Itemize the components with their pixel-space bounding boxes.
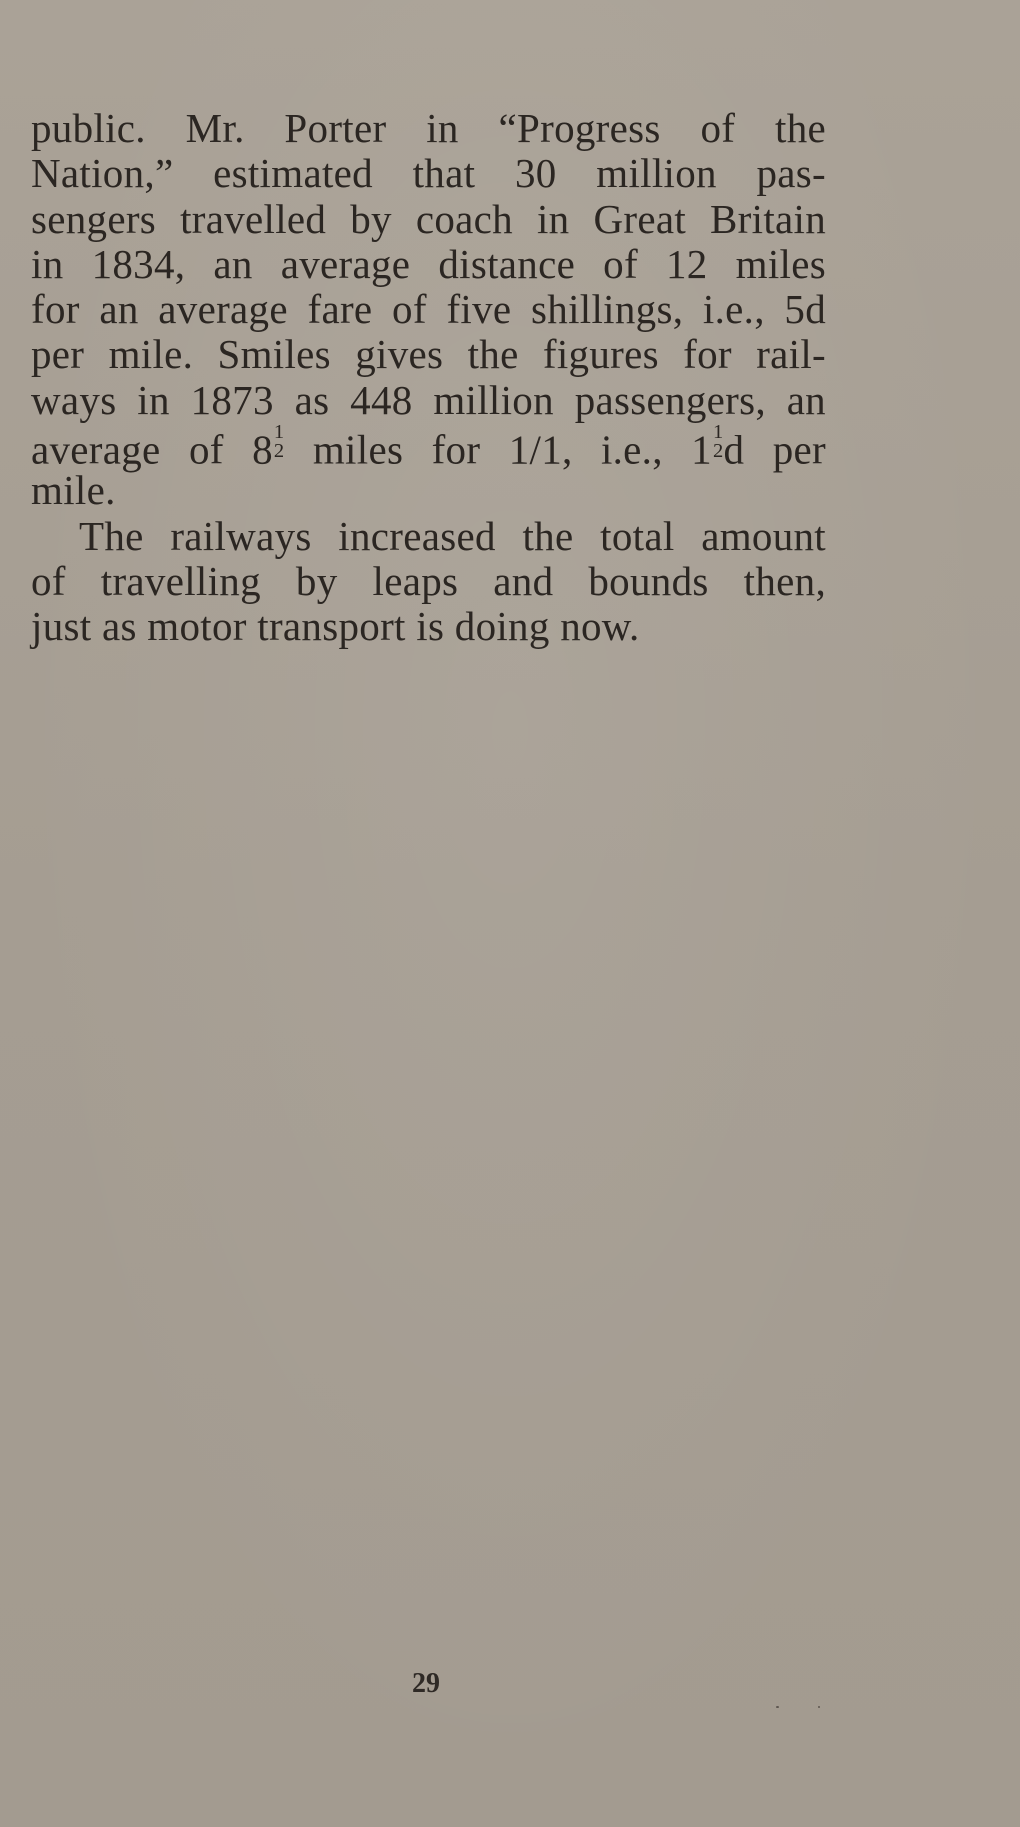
text-line: The railways increased the total amount — [79, 512, 826, 559]
fraction-half — [274, 423, 285, 460]
paper-speck — [818, 1706, 820, 1708]
paper-speck — [776, 1706, 779, 1708]
text-line: sengers travelled by coach in Great Britain — [31, 195, 826, 242]
body-text — [31, 106, 826, 650]
paragraph-1 — [31, 106, 826, 514]
text-line: in 1834, an average distance of 12 miles — [31, 240, 826, 287]
text-line-with-fractions — [31, 421, 826, 473]
text-line: mile. — [31, 467, 116, 514]
text-line: just as motor transport is doing now. — [31, 603, 640, 650]
text-line: of travelling by leaps and bounds then, — [31, 557, 826, 604]
text-line: Nation,” estimated that 30 million pas- — [31, 150, 826, 197]
paragraph-2 — [31, 514, 826, 650]
fraction-half — [713, 423, 724, 460]
page-number: 29 — [412, 1668, 440, 1699]
text-segment: d per — [723, 426, 826, 473]
text-line: for an average fare of five shillings, i.e., 5d — [31, 286, 826, 333]
fraction-denominator: 2 — [273, 439, 285, 462]
text-line: per mile. Smiles gives the figures for rail- — [31, 331, 826, 378]
fraction-numerator: 1 — [712, 421, 724, 444]
text-segment: miles for 1/1, i.e., 1 — [284, 426, 712, 473]
fraction-numerator: 1 — [273, 421, 285, 444]
text-line: public. Mr. Porter in “Progress of the — [31, 105, 826, 151]
fraction-denominator: 2 — [712, 439, 724, 462]
text-segment: average of 8 — [31, 426, 273, 473]
text-line: ways in 1873 as 448 million passengers, an — [31, 376, 826, 423]
